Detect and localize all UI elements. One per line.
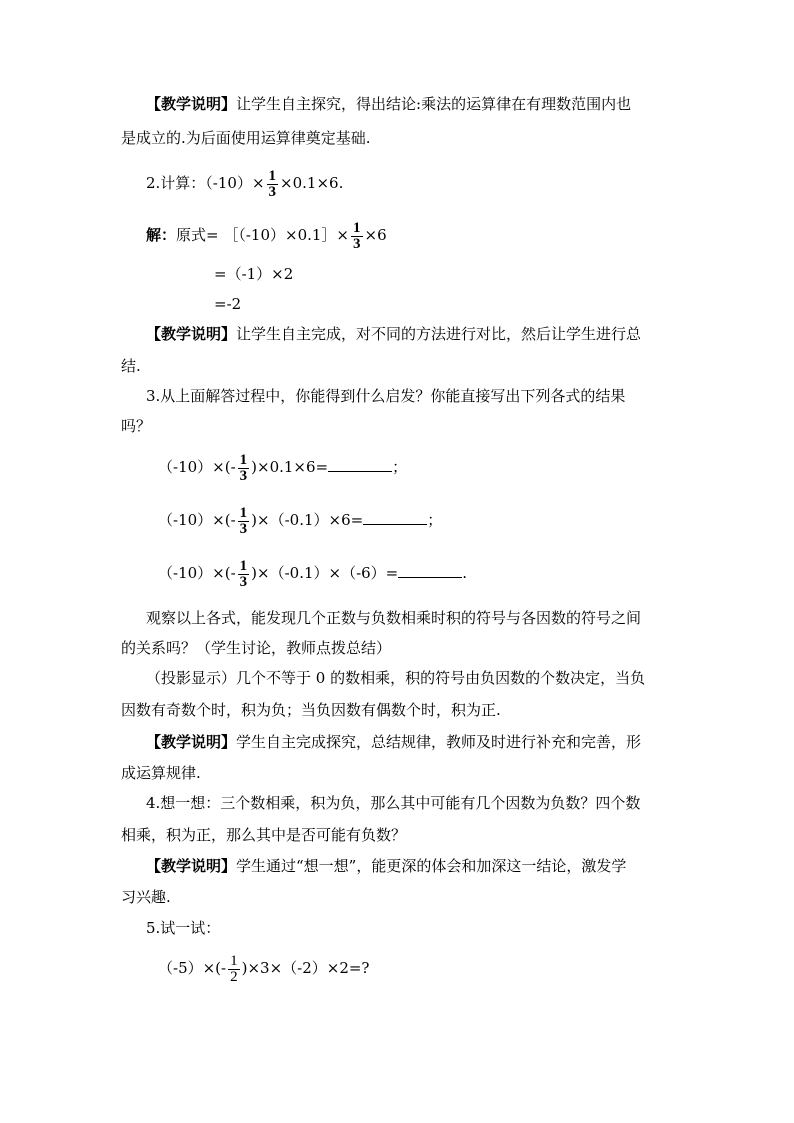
teaching-note-3 <box>146 732 641 752</box>
q2-prefix: 2.计算：（-10）× <box>146 174 265 192</box>
q2-suffix: ×0.1×6. <box>280 174 344 192</box>
expression-suffix: )×0.1×6= <box>251 458 329 476</box>
question-3-intro-cont: 吗？ <box>121 417 152 435</box>
fraction-numerator: 1 <box>230 952 238 969</box>
solution-line-3: =-2 <box>214 295 242 313</box>
fraction-denominator: 2 <box>230 968 238 985</box>
projection-line-1: （投影显示）几个不等于 0 的数相乘，积的符号由负因数的个数决定，当负 <box>146 669 646 687</box>
fraction-numerator: 1 <box>239 504 248 521</box>
question-3-expression-1 <box>158 447 407 487</box>
expression-end: . <box>462 564 468 582</box>
fraction-one-third <box>351 221 363 252</box>
fraction-numerator: 1 <box>353 219 361 236</box>
teaching-note-text: 学生通过“想一想”，能更深的体会和加深这一结论，激发学 <box>236 857 627 875</box>
question-2 <box>146 163 343 203</box>
answer-blank <box>328 457 392 472</box>
question-5-expression <box>158 948 369 988</box>
fraction-denominator: 3 <box>239 467 248 484</box>
question-3-expression-2 <box>158 500 442 540</box>
teaching-note-label: 【教学说明】 <box>146 733 237 751</box>
teaching-note-label: 【教学说明】 <box>146 857 237 875</box>
teaching-note-4 <box>146 856 626 876</box>
teaching-note-1-cont: 是成立的.为后面使用运算律奠定基础. <box>121 129 371 147</box>
observation-line-2: 的关系吗？（学生讨论，教师点拨总结） <box>121 639 392 657</box>
expression-prefix: （-5）×(- <box>158 959 227 977</box>
question-5-title: 5.试一试： <box>146 919 221 937</box>
fraction-one-half <box>228 954 240 985</box>
teaching-note-label: 【教学说明】 <box>146 325 237 343</box>
expression-prefix: （-10）×(- <box>158 564 236 582</box>
teaching-note-2 <box>146 324 641 344</box>
expression-end: ； <box>427 511 443 529</box>
question-3-intro: 3.从上面解答过程中，你能得到什么启发？你能直接写出下列各式的结果 <box>146 387 626 405</box>
teaching-note-1 <box>146 94 631 114</box>
question-4: 4.想一想：三个数相乘，积为负，那么其中可能有几个因数为负数？四个数 <box>146 794 641 812</box>
expression-prefix: （-10）×(- <box>158 511 236 529</box>
answer-blank <box>363 510 427 525</box>
solution-label: 解： <box>146 226 177 244</box>
teaching-note-4-cont: 习兴趣. <box>121 888 171 906</box>
expression-suffix: )×3×（-2）×2=? <box>241 959 370 977</box>
projection-line-2: 因数有奇数个时，积为负；当负因数有偶数个时，积为正. <box>121 701 501 719</box>
solution-line-2: =（-1）×2 <box>214 265 294 283</box>
fraction-denominator: 3 <box>353 235 361 252</box>
answer-blank <box>398 563 462 578</box>
fraction-denominator: 3 <box>239 520 248 537</box>
fraction-denominator: 3 <box>239 573 248 590</box>
expression-suffix: )×（-0.1）×（-6）= <box>251 564 399 582</box>
fraction-numerator: 1 <box>239 557 248 574</box>
teaching-note-text: 让学生自主探究，得出结论:乘法的运算律在有理数范围内也 <box>236 95 632 113</box>
fraction-one-third <box>238 506 250 537</box>
teaching-note-3-cont: 成运算规律. <box>121 764 201 782</box>
teaching-note-2-cont: 结. <box>121 357 141 375</box>
expression-end: ； <box>392 458 408 476</box>
solution-expression: 原式= ［（-10）×0.1］× <box>176 226 349 244</box>
question-4-cont: 相乘，积为正，那么其中是否可能有负数？ <box>121 826 407 844</box>
fraction-one-third <box>238 559 250 590</box>
fraction-one-third <box>238 453 250 484</box>
teaching-note-text: 让学生自主完成，对不同的方法进行对比，然后让学生进行总 <box>236 325 642 343</box>
teaching-note-text: 学生自主完成探究，总结规律，教师及时进行补充和完善，形 <box>236 733 642 751</box>
solution-line-1 <box>146 215 387 255</box>
fraction-numerator: 1 <box>239 451 248 468</box>
expression-suffix: )×（-0.1）×6= <box>251 511 364 529</box>
fraction-denominator: 3 <box>268 183 277 200</box>
teaching-note-label: 【教学说明】 <box>146 95 237 113</box>
solution-expression-end: ×6 <box>364 226 387 244</box>
observation-line-1: 观察以上各式，能发现几个正数与负数相乘时积的符号与各因数的符号之间 <box>146 609 642 627</box>
fraction-one-third <box>267 169 279 200</box>
expression-prefix: （-10）×(- <box>158 458 236 476</box>
fraction-numerator: 1 <box>268 167 277 184</box>
question-3-expression-3 <box>158 553 467 593</box>
